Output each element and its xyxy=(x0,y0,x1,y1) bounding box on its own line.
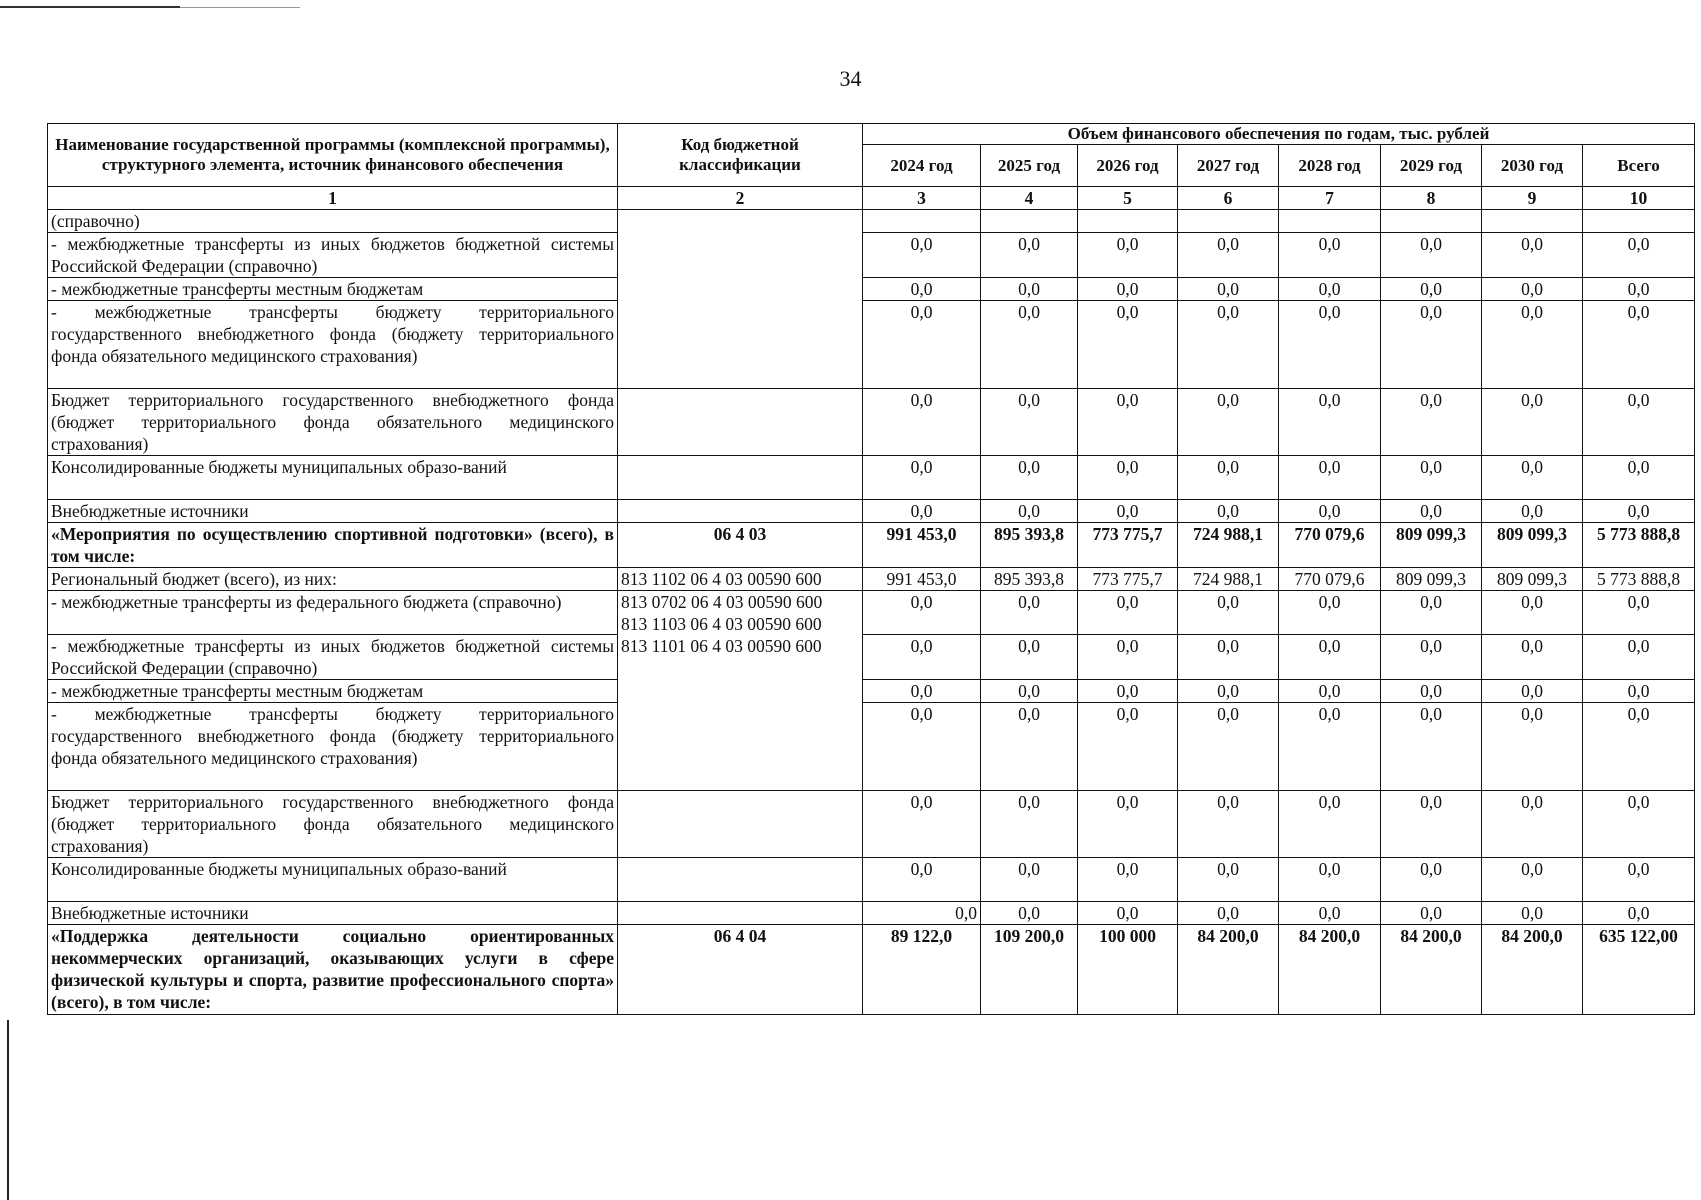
page-number: 34 xyxy=(839,66,862,91)
table-row xyxy=(48,456,1695,500)
row-code xyxy=(618,456,863,500)
row-value: 0,0 xyxy=(1078,389,1178,456)
row-value: 0,0 xyxy=(981,635,1078,680)
row-value: 0,0 xyxy=(1178,389,1279,456)
row-total: 0,0 xyxy=(1583,500,1695,523)
row-value: 0,0 xyxy=(1178,703,1279,791)
row-value: 0,0 xyxy=(981,389,1078,456)
row-name: Региональный бюджет (всего), из них: xyxy=(48,568,618,591)
row-value: 0,0 xyxy=(1482,233,1583,278)
row-value: 0,0 xyxy=(1178,500,1279,523)
row-value: 809 099,3 xyxy=(1381,568,1482,591)
row-value: 991 453,0 xyxy=(863,568,981,591)
column-number: 6 xyxy=(1178,187,1279,210)
row-value: 0,0 xyxy=(1279,389,1381,456)
row-value: 84 200,0 xyxy=(1178,925,1279,1015)
row-value: 0,0 xyxy=(863,680,981,703)
table-row xyxy=(48,591,1695,635)
row-value: 0,0 xyxy=(1279,680,1381,703)
row-value: 895 393,8 xyxy=(981,568,1078,591)
row-value: 0,0 xyxy=(1482,680,1583,703)
column-number: 2 xyxy=(618,187,863,210)
row-value: 0,0 xyxy=(1279,591,1381,635)
row-value: 0,0 xyxy=(1178,680,1279,703)
row-value: 0,0 xyxy=(1178,791,1279,858)
row-value: 0,0 xyxy=(1178,591,1279,635)
header-year: 2028 год xyxy=(1279,145,1381,187)
row-value: 0,0 xyxy=(1279,233,1381,278)
row-value: 0,0 xyxy=(1381,278,1482,301)
table-row xyxy=(48,210,1695,233)
row-value: 0,0 xyxy=(863,791,981,858)
row-value: 724 988,1 xyxy=(1178,523,1279,568)
row-value: 724 988,1 xyxy=(1178,568,1279,591)
row-value: 0,0 xyxy=(1381,791,1482,858)
row-value: 0,0 xyxy=(1078,703,1178,791)
column-number: 5 xyxy=(1078,187,1178,210)
table-row xyxy=(48,523,1695,568)
row-value: 109 200,0 xyxy=(981,925,1078,1015)
row-value: 0,0 xyxy=(1381,858,1482,902)
row-total: 0,0 xyxy=(1583,902,1695,925)
table-row xyxy=(48,858,1695,902)
row-name: - межбюджетные трансферты из федерального бюджета (справочно) xyxy=(48,591,618,635)
row-value: 0,0 xyxy=(1078,902,1178,925)
row-value: 0,0 xyxy=(1178,456,1279,500)
row-name: - межбюджетные трансферты бюджету территориального государственного внебюджетного фонда (бюджету территориального фонда обязательного медицинского страхования) xyxy=(48,301,618,389)
row-value: 0,0 xyxy=(1279,902,1381,925)
row-value: 895 393,8 xyxy=(981,523,1078,568)
row-value: 0,0 xyxy=(863,858,981,902)
row-value: 0,0 xyxy=(981,456,1078,500)
row-total: 0,0 xyxy=(1583,858,1695,902)
row-name: - межбюджетные трансферты местным бюджетам xyxy=(48,680,618,703)
header-code: Код бюджетной классификации xyxy=(618,124,863,187)
header-year: 2029 год xyxy=(1381,145,1482,187)
row-value: 0,0 xyxy=(981,233,1078,278)
row-name: - межбюджетные трансферты из иных бюджетов бюджетной системы Российской Федерации (справочно) xyxy=(48,233,618,278)
row-value: 0,0 xyxy=(981,680,1078,703)
row-value: 0,0 xyxy=(1078,680,1178,703)
row-name: Бюджет территориального государственного внебюджетного фонда (бюджет территориального фонда обязательного медицинского страхования) xyxy=(48,389,618,456)
row-value: 0,0 xyxy=(1178,278,1279,301)
row-name: - межбюджетные трансферты бюджету территориального государственного внебюджетного фонда (бюджету территориального фонда обязательного медицинского страхования) xyxy=(48,703,618,791)
table-row xyxy=(48,791,1695,858)
row-value: 0,0 xyxy=(863,500,981,523)
row-value: 0,0 xyxy=(1178,902,1279,925)
row-total: 0,0 xyxy=(1583,635,1695,680)
row-value: 0,0 xyxy=(1078,591,1178,635)
row-value: 0,0 xyxy=(1482,500,1583,523)
row-value: 0,0 xyxy=(981,791,1078,858)
row-value: 0,0 xyxy=(1078,456,1178,500)
row-value: 0,0 xyxy=(863,456,981,500)
row-value: 0,0 xyxy=(1178,635,1279,680)
row-name: - межбюджетные трансферты из иных бюджетов бюджетной системы Российской Федерации (справочно) xyxy=(48,635,618,680)
row-code-list xyxy=(618,591,863,791)
row-total: 0,0 xyxy=(1583,591,1695,635)
row-value: 0,0 xyxy=(1482,456,1583,500)
table-row xyxy=(48,500,1695,523)
row-value: 0,0 xyxy=(981,500,1078,523)
row-total: 0,0 xyxy=(1583,791,1695,858)
row-code xyxy=(618,389,863,456)
row-value: 0,0 xyxy=(1381,635,1482,680)
row-total: 0,0 xyxy=(1583,456,1695,500)
column-number: 3 xyxy=(863,187,981,210)
table-row xyxy=(48,680,1695,703)
row-value: 84 200,0 xyxy=(1279,925,1381,1015)
row-value: 0,0 xyxy=(1279,301,1381,389)
table-row xyxy=(48,925,1695,1015)
scan-edge-top xyxy=(0,6,180,8)
row-value: 0,0 xyxy=(1381,233,1482,278)
row-value xyxy=(1381,210,1482,233)
row-value: 0,0 xyxy=(1381,500,1482,523)
row-value: 0,0 xyxy=(1279,791,1381,858)
row-value: 0,0 xyxy=(863,703,981,791)
row-total: 0,0 xyxy=(1583,389,1695,456)
row-value: 0,0 xyxy=(1279,858,1381,902)
scan-edge-left xyxy=(7,1020,9,1200)
row-value: 0,0 xyxy=(1482,301,1583,389)
row-value: 0,0 xyxy=(1178,301,1279,389)
row-total: 0,0 xyxy=(1583,278,1695,301)
row-value xyxy=(1178,210,1279,233)
column-number-row xyxy=(48,187,1695,210)
row-value: 0,0 xyxy=(1279,278,1381,301)
budget-code: 813 0702 06 4 03 00590 600 xyxy=(621,592,823,612)
column-number: 10 xyxy=(1583,187,1695,210)
row-name: - межбюджетные трансферты местным бюджетам xyxy=(48,278,618,301)
row-total: 0,0 xyxy=(1583,233,1695,278)
row-total: 0,0 xyxy=(1583,703,1695,791)
table-row xyxy=(48,635,1695,680)
table-row xyxy=(48,301,1695,389)
header-year: 2027 год xyxy=(1178,145,1279,187)
row-value xyxy=(1482,210,1583,233)
row-code xyxy=(618,858,863,902)
row-code xyxy=(618,791,863,858)
row-value: 0,0 xyxy=(981,301,1078,389)
row-code xyxy=(618,500,863,523)
row-value: 0,0 xyxy=(1482,278,1583,301)
row-name: Внебюджетные источники xyxy=(48,902,618,925)
header-row-1 xyxy=(48,124,1695,145)
row-value: 0,0 xyxy=(1279,456,1381,500)
row-value: 0,0 xyxy=(1078,233,1178,278)
row-value: 0,0 xyxy=(1482,591,1583,635)
row-value: 0,0 xyxy=(1178,233,1279,278)
row-value: 0,0 xyxy=(1381,456,1482,500)
table-row xyxy=(48,902,1695,925)
row-value: 100 000 xyxy=(1078,925,1178,1015)
row-code xyxy=(618,902,863,925)
row-value: 0,0 xyxy=(1381,680,1482,703)
row-value: 0,0 xyxy=(863,902,981,925)
row-value: 0,0 xyxy=(1381,389,1482,456)
row-value: 0,0 xyxy=(1482,389,1583,456)
row-value: 0,0 xyxy=(1279,635,1381,680)
row-value: 0,0 xyxy=(1178,858,1279,902)
row-value: 0,0 xyxy=(1078,301,1178,389)
row-total: 0,0 xyxy=(1583,301,1695,389)
header-year: 2026 год xyxy=(1078,145,1178,187)
row-value: 0,0 xyxy=(1482,791,1583,858)
row-value: 0,0 xyxy=(981,902,1078,925)
header-year: 2030 год xyxy=(1482,145,1583,187)
row-value xyxy=(863,210,981,233)
scan-edge-top-faint xyxy=(180,7,300,8)
table-row xyxy=(48,233,1695,278)
row-value: 0,0 xyxy=(1078,278,1178,301)
row-code: 813 1102 06 4 03 00590 600 xyxy=(618,568,863,591)
row-value xyxy=(1078,210,1178,233)
row-value: 0,0 xyxy=(1482,635,1583,680)
row-value: 0,0 xyxy=(1381,591,1482,635)
row-total: 5 773 888,8 xyxy=(1583,523,1695,568)
header-volume: Объем финансового обеспечения по годам, тыс. рублей xyxy=(863,124,1695,145)
row-total: 635 122,00 xyxy=(1583,925,1695,1015)
column-number: 1 xyxy=(48,187,618,210)
row-name: Бюджет территориального государственного внебюджетного фонда (бюджет территориального фонда обязательного медицинского страхования) xyxy=(48,791,618,858)
row-code: 06 4 04 xyxy=(618,925,863,1015)
row-value: 0,0 xyxy=(1482,902,1583,925)
row-value: 773 775,7 xyxy=(1078,523,1178,568)
row-value: 809 099,3 xyxy=(1381,523,1482,568)
row-value: 84 200,0 xyxy=(1381,925,1482,1015)
row-name: Консолидированные бюджеты муниципальных образо-ваний xyxy=(48,858,618,902)
row-code: 06 4 03 xyxy=(618,523,863,568)
row-value: 0,0 xyxy=(1482,703,1583,791)
budget-code: 813 1101 06 4 03 00590 600 xyxy=(621,636,822,656)
row-value: 0,0 xyxy=(863,301,981,389)
table-row xyxy=(48,278,1695,301)
table-row xyxy=(48,389,1695,456)
row-value: 0,0 xyxy=(863,278,981,301)
row-value: 0,0 xyxy=(863,591,981,635)
row-value: 0,0 xyxy=(1078,635,1178,680)
row-value: 0,0 xyxy=(1279,703,1381,791)
row-name: «Мероприятия по осуществлению спортивной подготовки» (всего), в том числе: xyxy=(48,523,618,568)
header-name: Наименование государственной программы (комплексной программы), структурного элемента, источник финансового обеспечения xyxy=(48,124,618,187)
row-value: 0,0 xyxy=(863,635,981,680)
row-name: Консолидированные бюджеты муниципальных образо-ваний xyxy=(48,456,618,500)
row-name: «Поддержка деятельности социально ориентированных некоммерческих организаций, оказывающих услуги в сфере физической культуры и спорта, развитие профессионального спорта» (всего), в том числе: xyxy=(48,925,618,1015)
row-value: 991 453,0 xyxy=(863,523,981,568)
row-value: 770 079,6 xyxy=(1279,568,1381,591)
column-number: 4 xyxy=(981,187,1078,210)
row-total: 5 773 888,8 xyxy=(1583,568,1695,591)
row-value: 0,0 xyxy=(1078,500,1178,523)
header-year: 2025 год xyxy=(981,145,1078,187)
row-value: 0,0 xyxy=(1078,858,1178,902)
row-value xyxy=(1279,210,1381,233)
row-total xyxy=(1583,210,1695,233)
row-total: 0,0 xyxy=(1583,680,1695,703)
column-number: 7 xyxy=(1279,187,1381,210)
row-value: 0,0 xyxy=(1279,500,1381,523)
row-value: 0,0 xyxy=(981,858,1078,902)
row-value: 809 099,3 xyxy=(1482,568,1583,591)
row-code xyxy=(618,210,863,389)
row-value: 0,0 xyxy=(863,389,981,456)
row-value: 773 775,7 xyxy=(1078,568,1178,591)
table-row xyxy=(48,568,1695,591)
header-total: Всего xyxy=(1583,145,1695,187)
budget-table xyxy=(47,123,1695,1015)
row-value: 0,0 xyxy=(981,278,1078,301)
table-row xyxy=(48,703,1695,791)
row-value: 0,0 xyxy=(981,591,1078,635)
row-name: Внебюджетные источники xyxy=(48,500,618,523)
row-value: 89 122,0 xyxy=(863,925,981,1015)
row-value: 84 200,0 xyxy=(1482,925,1583,1015)
header-year: 2024 год xyxy=(863,145,981,187)
row-value: 0,0 xyxy=(1381,301,1482,389)
row-name: (справочно) xyxy=(48,210,618,233)
row-value xyxy=(981,210,1078,233)
row-value: 0,0 xyxy=(981,703,1078,791)
column-number: 9 xyxy=(1482,187,1583,210)
row-value: 0,0 xyxy=(1381,703,1482,791)
row-value: 0,0 xyxy=(1078,791,1178,858)
row-value: 0,0 xyxy=(1381,902,1482,925)
row-value: 770 079,6 xyxy=(1279,523,1381,568)
row-value: 0,0 xyxy=(863,233,981,278)
column-number: 8 xyxy=(1381,187,1482,210)
row-value: 809 099,3 xyxy=(1482,523,1583,568)
budget-code: 813 1103 06 4 03 00590 600 xyxy=(621,614,822,634)
row-value: 0,0 xyxy=(1482,858,1583,902)
